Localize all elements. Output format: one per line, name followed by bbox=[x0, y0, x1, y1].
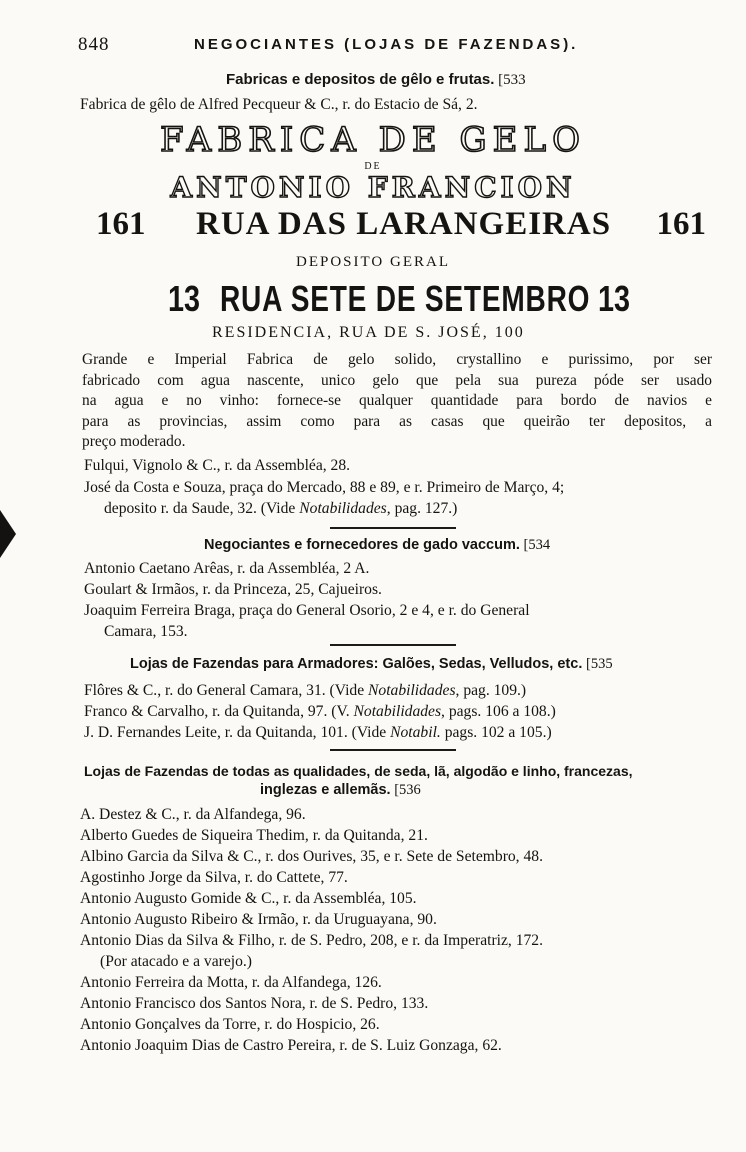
section-title: Fabricas e depositos de gêlo e frutas. bbox=[226, 71, 495, 88]
fabric-entry: Antonio Francisco dos Santos Nora, r. de S. Pedro, 133. bbox=[80, 995, 429, 1012]
ad-de: DE bbox=[364, 161, 382, 172]
ad-paragraph bbox=[82, 350, 712, 453]
section-number: [533 bbox=[498, 72, 526, 88]
text: , pag. 127.) bbox=[386, 500, 458, 517]
text-italic: Notabilidades bbox=[353, 703, 442, 720]
section-divider bbox=[330, 527, 456, 529]
armadores-entry-flores bbox=[84, 682, 526, 700]
section-heading-ice bbox=[226, 71, 526, 89]
section-number: [536 bbox=[394, 782, 421, 798]
cattle-entry-braga-cont: Camara, 153. bbox=[104, 623, 188, 640]
street-name: RUA DAS LARANGEIRAS bbox=[196, 206, 612, 242]
text-italic: Notabil. bbox=[390, 724, 441, 741]
paragraph-line: preço moderado. bbox=[82, 433, 186, 450]
ad-residence: RESIDENCIA, RUA DE S. JOSÉ, 100 bbox=[212, 324, 525, 341]
section-divider bbox=[330, 644, 456, 646]
street-number-right: 161 bbox=[656, 206, 706, 242]
fabric-entry: Antonio Ferreira da Motta, r. da Alfandega, 126. bbox=[80, 974, 382, 991]
margin-arrow-mark bbox=[0, 510, 16, 558]
text: pags. 102 a 105.) bbox=[440, 724, 552, 741]
text: , pags. 106 a 108.) bbox=[441, 703, 556, 720]
cattle-entry-braga: Joaquim Ferreira Braga, praça do General Osorio, 2 e 4, e r. do General bbox=[84, 602, 530, 619]
street-number-left: 161 bbox=[96, 206, 146, 242]
paragraph-line: para as provincias, assim como para as casas que queirão ter depositos, a bbox=[82, 412, 712, 430]
section-divider bbox=[330, 749, 456, 751]
paragraph-line: fabricado com agua nascente, unico gelo que pela sua pureza póde ser usado bbox=[82, 371, 712, 389]
fabric-entry: Antonio Joaquim Dias de Castro Pereira, r. de S. Luiz Gonzaga, 62. bbox=[80, 1037, 502, 1054]
section-title: inglezas e allemãs. bbox=[260, 782, 391, 798]
ice-entry-fulqui: Fulqui, Vignolo & C., r. da Assembléa, 28. bbox=[84, 457, 351, 474]
paragraph-line: na agua e no vinho: fornece-se qualquer quantidade para bordo de navios e bbox=[82, 392, 712, 409]
fabric-entry: Antonio Gonçalves da Torre, r. do Hospicio, 26. bbox=[80, 1016, 380, 1033]
ice-entry-costa-cont bbox=[104, 500, 457, 518]
text-italic: Notabilidades bbox=[299, 500, 387, 517]
fabric-entry: Antonio Dias da Silva & Filho, r. de S. Pedro, 208, e r. da Imperatriz, 172. bbox=[80, 932, 543, 949]
armadores-entry-leite bbox=[84, 724, 552, 742]
text: Franco & Carvalho, r. da Quitanda, 97. (V. bbox=[84, 703, 354, 720]
section-title: Lojas de Fazendas para Armadores: Galões, Sedas, Velludos, etc. bbox=[130, 656, 583, 672]
street-number-right: 13 bbox=[597, 278, 630, 319]
ice-entry-costa: José da Costa e Souza, praça do Mercado, 88 e 89, e r. Primeiro de Março, 4; bbox=[84, 479, 565, 496]
text: , pag. 109.) bbox=[455, 682, 527, 699]
running-head: NEGOCIANTES (LOJAS DE FAZENDAS). bbox=[194, 36, 579, 53]
section-number: [535 bbox=[585, 656, 613, 672]
section-number: [534 bbox=[523, 537, 551, 553]
section-heading-fabrics: Lojas de Fazendas de todas as qualidades, de seda, lã, algodão e linho, francezas, bbox=[84, 763, 633, 779]
section-title: Negociantes e fornecedores de gado vaccum. bbox=[204, 537, 520, 553]
section-heading-cattle bbox=[204, 537, 550, 554]
ice-entry-pecqueur: Fabrica de gêlo de Alfred Pecqueur & C., r. do Estacio de Sá, 2. bbox=[80, 96, 478, 113]
fabric-entry: Antonio Augusto Ribeiro & Irmão, r. da Uruguayana, 90. bbox=[80, 911, 437, 928]
page-header bbox=[78, 34, 718, 58]
fabric-entry: Agostinho Jorge da Silva, r. do Cattete, 77. bbox=[80, 869, 348, 886]
street-number-left: 13 bbox=[168, 278, 201, 319]
ad-title: FABRICA DE GELO bbox=[160, 120, 586, 160]
armadores-entry-franco bbox=[84, 703, 556, 721]
text: J. D. Fernandes Leite, r. da Quitanda, 101. (Vide bbox=[84, 724, 391, 741]
ad-deposit-label: DEPOSITO GERAL bbox=[296, 254, 450, 270]
fabric-entry-cont: (Por atacado e a varejo.) bbox=[100, 953, 252, 970]
page-number: 848 bbox=[78, 34, 110, 55]
fabric-entry: A. Destez & C., r. da Alfandega, 96. bbox=[80, 806, 306, 823]
text-italic: Notabilidades bbox=[368, 682, 456, 699]
cattle-entry-areas: Antonio Caetano Arêas, r. da Assembléa, 2 A. bbox=[84, 560, 370, 577]
fabric-entry: Antonio Augusto Gomide & C., r. da Assembléa, 105. bbox=[80, 890, 417, 907]
street-name: RUA SETE DE SETEMBRO bbox=[220, 278, 591, 319]
text: Flôres & C., r. do General Camara, 31. (Vide bbox=[84, 682, 369, 699]
section-heading-fabrics-cont bbox=[260, 782, 421, 799]
cattle-entry-goulart: Goulart & Irmãos, r. da Princeza, 25, Cajueiros. bbox=[84, 581, 382, 598]
section-heading-armadores bbox=[130, 656, 613, 673]
text: deposito r. da Saude, 32. (Vide bbox=[104, 500, 300, 517]
ad-owner: ANTONIO FRANCION bbox=[170, 171, 576, 204]
fabric-entry: Alberto Guedes de Siqueira Thedim, r. da Quitanda, 21. bbox=[80, 827, 428, 844]
fabric-entry: Albino Garcia da Silva & C., r. dos Ourives, 35, e r. Sete de Setembro, 48. bbox=[80, 848, 543, 865]
paragraph-line: Grande e Imperial Fabrica de gelo solido, crystallino e purissimo, por ser bbox=[82, 351, 712, 368]
